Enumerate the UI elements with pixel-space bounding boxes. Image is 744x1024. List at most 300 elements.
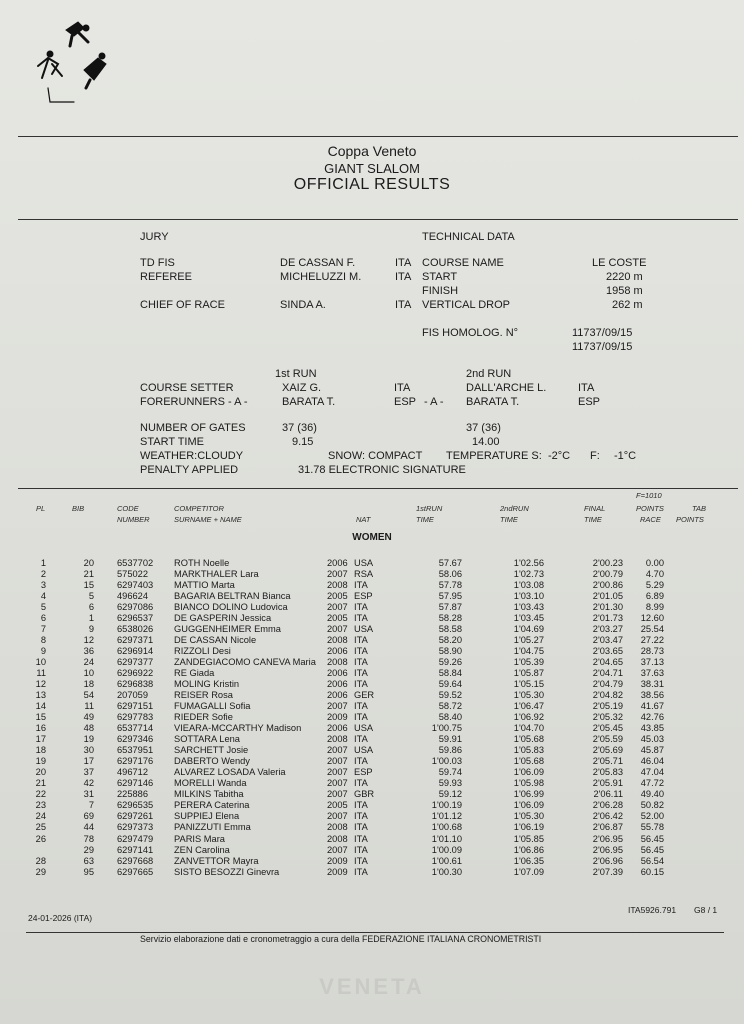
result-year: 2007 xyxy=(327,811,348,822)
skiers-logo-icon xyxy=(28,18,118,108)
result-final: 2'00.79 xyxy=(592,569,623,580)
result-bib: 10 xyxy=(83,668,94,679)
result-run2: 1'03.45 xyxy=(513,613,544,624)
result-code: 6296838 xyxy=(117,679,154,690)
result-points: 56.45 xyxy=(640,844,664,855)
result-run2: 1'04.69 xyxy=(513,624,544,635)
result-final: 2'05.32 xyxy=(592,712,623,723)
result-year: 2006 xyxy=(327,668,348,679)
result-place: 25 xyxy=(35,822,46,833)
result-code: 6297377 xyxy=(117,657,154,668)
snow: SNOW: COMPACT xyxy=(328,450,423,462)
event-discipline: GIANT SLALOM xyxy=(324,161,420,176)
result-bib: 9 xyxy=(88,624,94,635)
table-row xyxy=(0,657,744,668)
result-points: 42.76 xyxy=(640,712,664,723)
result-nat: ITA xyxy=(354,646,368,657)
result-code: 6296537 xyxy=(117,613,154,624)
result-year: 2006 xyxy=(327,690,348,701)
result-code: 6297141 xyxy=(117,844,154,855)
temperature-label: TEMPERATURE S: xyxy=(446,450,542,462)
col-run1: 1stRUN xyxy=(416,504,443,513)
result-year: 2008 xyxy=(327,580,348,591)
result-year: 2006 xyxy=(327,646,348,657)
result-points: 5.29 xyxy=(645,580,664,591)
td-name: DE CASSAN F. xyxy=(280,257,356,269)
result-place: 24 xyxy=(35,811,46,822)
start-label: START xyxy=(422,271,458,283)
vertical-drop-label: VERTICAL DROP xyxy=(422,299,511,311)
table-row xyxy=(0,602,744,613)
result-final: 2'06.87 xyxy=(592,822,623,833)
run1-label: 1st RUN xyxy=(275,368,317,380)
forerunner2-nat: ESP xyxy=(578,396,601,408)
table-row xyxy=(0,646,744,657)
result-bib: 48 xyxy=(83,723,94,734)
result-place: 3 xyxy=(40,580,46,591)
result-final: 2'06.28 xyxy=(592,800,623,811)
result-bib: 37 xyxy=(83,767,94,778)
result-name: PANIZZUTI Emma xyxy=(174,822,251,833)
result-run1: 59.91 xyxy=(438,734,462,745)
table-row xyxy=(0,811,744,822)
result-year: 2009 xyxy=(327,855,348,866)
result-name: SISTO BESOZZI Ginevra xyxy=(174,866,280,877)
result-points: 25.54 xyxy=(640,624,664,635)
result-points: 45.87 xyxy=(640,745,664,756)
result-run1: 58.40 xyxy=(438,712,462,723)
forerunner1-name: BARATA T. xyxy=(282,396,336,408)
table-row xyxy=(0,800,744,811)
result-final: 2'07.39 xyxy=(592,866,623,877)
table-row xyxy=(0,745,744,756)
result-nat: ESP xyxy=(354,591,373,602)
result-final: 2'00.23 xyxy=(592,558,623,568)
setter1-name: XAIZ G. xyxy=(282,382,322,394)
result-run1: 58.90 xyxy=(438,646,462,657)
result-name: MILKINS Tabitha xyxy=(174,789,244,800)
result-code: 6537951 xyxy=(117,745,154,756)
result-run1: 58.06 xyxy=(438,569,462,580)
result-place: 17 xyxy=(35,734,46,745)
result-bib: 17 xyxy=(83,756,94,767)
table-row xyxy=(0,834,744,845)
result-run1: 59.52 xyxy=(438,690,462,701)
result-run2: 1'06.47 xyxy=(513,701,544,712)
result-name: RE Giada xyxy=(174,668,215,679)
result-points: 4.70 xyxy=(645,569,664,580)
result-nat: USA xyxy=(354,624,374,635)
result-place: 8 xyxy=(40,635,46,646)
table-row xyxy=(0,613,744,624)
result-run1: 59.26 xyxy=(438,657,462,668)
result-year: 2007 xyxy=(327,745,348,756)
result-run2: 1'05.87 xyxy=(513,668,544,679)
result-name: DE CASSAN Nicole xyxy=(174,635,257,646)
result-run1: 59.74 xyxy=(438,767,462,778)
result-bib: 78 xyxy=(83,833,94,844)
temperature-finish-label: F: xyxy=(590,450,600,462)
result-points: 6.89 xyxy=(645,591,664,602)
chief-role: CHIEF OF RACE xyxy=(140,299,225,311)
col-points: POINTS xyxy=(636,504,664,513)
result-run2: 1'03.08 xyxy=(513,580,544,591)
result-name: REISER Rosa xyxy=(174,690,233,701)
result-nat: RSA xyxy=(354,569,374,580)
result-bib: 18 xyxy=(83,679,94,690)
top-rule xyxy=(18,136,738,137)
penalty-label: PENALTY APPLIED xyxy=(140,464,239,476)
result-name: RIZZOLI Desi xyxy=(174,646,231,657)
result-place: 10 xyxy=(35,657,46,668)
result-name: ALVAREZ LOSADA Valeria xyxy=(174,767,286,778)
result-points: 28.73 xyxy=(640,646,664,657)
col-surname: SURNAME + NAME xyxy=(174,515,242,524)
result-final: 2'05.91 xyxy=(592,778,623,789)
result-points: 47.72 xyxy=(640,778,664,789)
result-run2: 1'06.19 xyxy=(513,822,544,833)
result-place: 23 xyxy=(35,800,46,811)
referee-name: MICHELUZZI M. xyxy=(280,271,362,283)
result-points: 60.15 xyxy=(640,866,664,877)
referee-role: REFEREE xyxy=(140,271,192,283)
col-run2-time: TIME xyxy=(500,515,518,524)
table-row xyxy=(0,679,744,690)
col-code: CODE xyxy=(117,504,139,513)
result-place: 4 xyxy=(40,591,46,602)
result-run1: 1'00.61 xyxy=(431,855,462,866)
result-points: 46.04 xyxy=(640,756,664,767)
result-place: 20 xyxy=(35,767,46,778)
result-run2: 1'05.30 xyxy=(513,690,544,701)
result-name: SOTTARA Lena xyxy=(174,734,240,745)
setter1-nat: ITA xyxy=(394,382,411,394)
result-final: 2'06.95 xyxy=(592,844,623,855)
result-bib: 21 xyxy=(83,569,94,580)
result-run1: 59.64 xyxy=(438,679,462,690)
result-code: 6537702 xyxy=(117,558,154,568)
gates-run1: 37 (36) xyxy=(282,422,317,434)
col-bib: BIB xyxy=(72,504,85,513)
table-row xyxy=(0,569,744,580)
result-nat: ITA xyxy=(354,701,368,712)
setter2-name: DALL'ARCHE L. xyxy=(466,382,547,394)
course-setter-label: COURSE SETTER xyxy=(140,382,234,394)
result-run2: 1'03.43 xyxy=(513,602,544,613)
result-place: 9 xyxy=(40,646,46,657)
result-run1: 1'01.10 xyxy=(431,833,462,844)
result-points: 43.85 xyxy=(640,723,664,734)
result-nat: USA xyxy=(354,558,374,568)
run2-label: 2nd RUN xyxy=(466,368,512,380)
result-final: 2'05.71 xyxy=(592,756,623,767)
temperature-finish: -1°C xyxy=(614,450,637,462)
result-code: 6296914 xyxy=(117,646,154,657)
result-code: 6297783 xyxy=(117,712,154,723)
result-run1: 1'01.12 xyxy=(431,811,462,822)
result-run1: 1'00.03 xyxy=(431,756,462,767)
timing-service: Servizio elaborazione dati e cronometraggio a cura della FEDERAZIONE ITALIANA CRONOMETRISTI xyxy=(140,934,542,944)
result-code: 6297668 xyxy=(117,855,154,866)
chief-nat: ITA xyxy=(395,299,412,311)
result-final: 2'04.79 xyxy=(592,679,623,690)
result-run1: 1'00.68 xyxy=(431,822,462,833)
col-number: NUMBER xyxy=(117,515,150,524)
forerunner2-prefix: - A - xyxy=(424,396,444,408)
result-bib: 1 xyxy=(88,613,94,624)
result-place: 21 xyxy=(35,778,46,789)
result-points: 52.00 xyxy=(640,811,664,822)
col-tab-points: POINTS xyxy=(676,515,704,524)
result-bib: 31 xyxy=(83,789,94,800)
result-run1: 58.72 xyxy=(438,701,462,712)
result-points: 50.82 xyxy=(640,800,664,811)
section-women: WOMEN xyxy=(352,532,392,543)
footer-rule xyxy=(26,932,724,933)
result-place: 22 xyxy=(35,789,46,800)
result-run2: 1'03.10 xyxy=(513,591,544,602)
result-place: 11 xyxy=(36,668,46,679)
result-name: DE GASPERIN Jessica xyxy=(174,613,272,624)
result-year: 2007 xyxy=(327,701,348,712)
result-year: 2007 xyxy=(327,844,348,855)
homolog-2: 11737/09/15 xyxy=(572,341,633,353)
result-final: 2'06.95 xyxy=(592,833,623,844)
result-nat: ITA xyxy=(354,822,368,833)
result-run2: 1'05.30 xyxy=(513,811,544,822)
result-run2: 1'02.73 xyxy=(513,569,544,580)
result-final: 2'06.42 xyxy=(592,811,623,822)
table-row xyxy=(0,635,744,646)
result-points: 0.00 xyxy=(645,558,664,568)
result-nat: USA xyxy=(354,723,374,734)
result-name: VIEARA-MCCARTHY Madison xyxy=(174,723,302,734)
result-bib: 69 xyxy=(83,811,94,822)
table-row xyxy=(0,856,744,867)
result-name: ZANVETTOR Mayra xyxy=(174,855,259,866)
result-run1: 57.67 xyxy=(438,558,462,568)
result-name: MOLING Kristin xyxy=(174,679,240,690)
homolog-label: FIS HOMOLOG. N° xyxy=(422,327,519,339)
result-code: 6297373 xyxy=(117,822,154,833)
result-run2: 1'05.15 xyxy=(513,679,544,690)
result-run2: 1'06.09 xyxy=(513,767,544,778)
result-code: 225886 xyxy=(117,789,149,800)
result-run2: 1'06.86 xyxy=(513,844,544,855)
result-code: 6297479 xyxy=(117,833,154,844)
col-race: RACE xyxy=(640,515,661,524)
result-name: SUPPIEJ Elena xyxy=(174,811,240,822)
print-date: 24-01-2026 (ITA) xyxy=(28,913,93,923)
result-run2: 1'05.83 xyxy=(513,745,544,756)
result-bib: 30 xyxy=(83,745,94,756)
result-nat: ITA xyxy=(354,602,368,613)
table-row xyxy=(0,778,744,789)
f-value: F=1010 xyxy=(636,491,662,500)
result-code: 6296922 xyxy=(117,668,154,679)
technical-label: TECHNICAL DATA xyxy=(422,231,515,243)
table-row xyxy=(0,822,744,833)
forerunners-label: FORERUNNERS - A - xyxy=(140,396,248,408)
event-title: Coppa Veneto xyxy=(327,143,417,159)
result-year: 2005 xyxy=(327,613,348,624)
result-bib: 36 xyxy=(83,646,94,657)
result-year: 2007 xyxy=(327,767,348,778)
finish-value: 1958 m xyxy=(606,285,643,297)
result-year: 2005 xyxy=(327,591,348,602)
col-run1-time: TIME xyxy=(416,515,434,524)
result-bib: 6 xyxy=(88,602,94,613)
result-bib: 5 xyxy=(88,591,94,602)
watermark-text: VENETA xyxy=(319,974,425,999)
table-row xyxy=(0,723,744,734)
report-code: ITA5926.791 xyxy=(628,905,677,915)
result-points: 12.60 xyxy=(640,613,664,624)
table-row xyxy=(0,558,744,569)
result-nat: ITA xyxy=(354,833,368,844)
result-final: 2'00.86 xyxy=(592,580,623,591)
result-place: 1 xyxy=(40,558,46,568)
result-name: ZEN Carolina xyxy=(174,844,230,855)
result-final: 2'03.47 xyxy=(592,635,623,646)
jury-label: JURY xyxy=(140,231,169,243)
result-year: 2008 xyxy=(327,657,348,668)
result-name: MORELLI Wanda xyxy=(174,778,247,789)
penalty-value: 31.78 ELECTRONIC SIGNATURE xyxy=(298,464,466,476)
result-run1: 57.95 xyxy=(438,591,462,602)
table-row xyxy=(0,690,744,701)
result-run2: 1'05.68 xyxy=(513,734,544,745)
result-code: 496624 xyxy=(117,591,149,602)
result-nat: ITA xyxy=(354,866,368,877)
result-name: PERERA Caterina xyxy=(174,800,250,811)
result-run2: 1'06.92 xyxy=(513,712,544,723)
result-final: 2'01.05 xyxy=(592,591,623,602)
result-bib: 44 xyxy=(83,822,94,833)
result-nat: ITA xyxy=(354,811,368,822)
gates-label: NUMBER OF GATES xyxy=(140,422,246,434)
result-name: MARKTHALER Lara xyxy=(174,569,259,580)
document-type: OFFICIAL RESULTS xyxy=(293,176,451,193)
start-time-run2: 14.00 xyxy=(472,436,500,448)
page-number: G8 / 1 xyxy=(694,905,718,915)
course-name-label: COURSE NAME xyxy=(422,257,504,269)
table-row xyxy=(0,845,744,856)
result-nat: ITA xyxy=(354,778,368,789)
result-run1: 1'00.30 xyxy=(431,866,462,877)
td-nat: ITA xyxy=(395,257,412,269)
result-place: 2 xyxy=(40,569,46,580)
result-name: BIANCO DOLINO Ludovica xyxy=(174,602,288,613)
result-nat: ITA xyxy=(354,635,368,646)
result-run2: 1'05.98 xyxy=(513,778,544,789)
weather: WEATHER:CLOUDY xyxy=(140,450,244,462)
result-bib: 29 xyxy=(83,844,94,855)
result-run1: 57.78 xyxy=(438,580,462,591)
result-final: 2'05.19 xyxy=(592,701,623,712)
result-nat: ITA xyxy=(354,855,368,866)
result-name: PARIS Mara xyxy=(174,833,225,844)
result-final: 2'04.65 xyxy=(592,657,623,668)
result-final: 2'04.71 xyxy=(592,668,623,679)
result-nat: ITA xyxy=(354,580,368,591)
result-year: 2006 xyxy=(327,558,348,568)
result-run2: 1'07.09 xyxy=(513,866,544,877)
result-year: 2007 xyxy=(327,789,348,800)
result-run2: 1'06.09 xyxy=(513,800,544,811)
result-run1: 58.84 xyxy=(438,668,462,679)
result-year: 2007 xyxy=(327,569,348,580)
result-name: DABERTO Wendy xyxy=(174,756,250,767)
result-year: 2008 xyxy=(327,833,348,844)
start-time-label: START TIME xyxy=(140,436,204,448)
result-final: 2'06.11 xyxy=(593,789,623,800)
result-nat: ITA xyxy=(354,800,368,811)
result-place: 14 xyxy=(35,701,46,712)
result-points: 8.99 xyxy=(645,602,664,613)
result-name: RIEDER Sofie xyxy=(174,712,233,723)
result-year: 2009 xyxy=(327,866,348,877)
result-final: 2'03.65 xyxy=(592,646,623,657)
result-year: 2008 xyxy=(327,734,348,745)
result-nat: ITA xyxy=(354,679,368,690)
table-row xyxy=(0,591,744,602)
col-run2: 2ndRUN xyxy=(500,504,529,513)
start-time-run1: 9.15 xyxy=(292,436,314,448)
result-code: 6297371 xyxy=(117,635,154,646)
result-points: 56.45 xyxy=(640,833,664,844)
result-run2: 1'05.27 xyxy=(513,635,544,646)
result-place: 28 xyxy=(35,855,46,866)
result-bib: 19 xyxy=(83,734,94,745)
result-code: 496712 xyxy=(117,767,149,778)
result-run1: 59.93 xyxy=(438,778,462,789)
result-bib: 63 xyxy=(83,855,94,866)
result-nat: ITA xyxy=(354,613,368,624)
table-row xyxy=(0,624,744,635)
result-name: BAGARIA BELTRAN Bianca xyxy=(174,591,291,602)
result-run2: 1'04.75 xyxy=(513,646,544,657)
result-run1: 1'00.19 xyxy=(431,800,462,811)
result-code: 6297665 xyxy=(117,866,154,877)
result-run1: 57.87 xyxy=(438,602,462,613)
result-nat: ITA xyxy=(354,668,368,679)
result-bib: 12 xyxy=(83,635,94,646)
result-final: 2'01.30 xyxy=(592,602,623,613)
col-pl: PL xyxy=(36,504,46,513)
result-name: ROTH Noelle xyxy=(174,558,230,568)
result-bib: 11 xyxy=(84,701,94,712)
col-tab: TAB xyxy=(692,504,707,513)
result-place: 12 xyxy=(35,679,46,690)
col-final-time: TIME xyxy=(584,515,602,524)
forerunner2-name: BARATA T. xyxy=(466,396,520,408)
result-points: 37.13 xyxy=(640,657,664,668)
col-nat: NAT xyxy=(356,515,371,524)
result-place: 19 xyxy=(35,756,46,767)
result-final: 2'06.96 xyxy=(592,855,623,866)
result-points: 37.63 xyxy=(640,668,664,679)
result-run1: 59.86 xyxy=(438,745,462,756)
table-row xyxy=(0,580,744,591)
result-name: GUGGENHEIMER Emma xyxy=(174,624,281,635)
col-final: FINAL xyxy=(584,504,606,513)
result-code: 6537714 xyxy=(117,723,154,734)
result-year: 2008 xyxy=(327,822,348,833)
result-final: 2'04.82 xyxy=(592,690,623,701)
result-final: 2'03.27 xyxy=(592,624,623,635)
result-bib: 95 xyxy=(83,866,94,877)
